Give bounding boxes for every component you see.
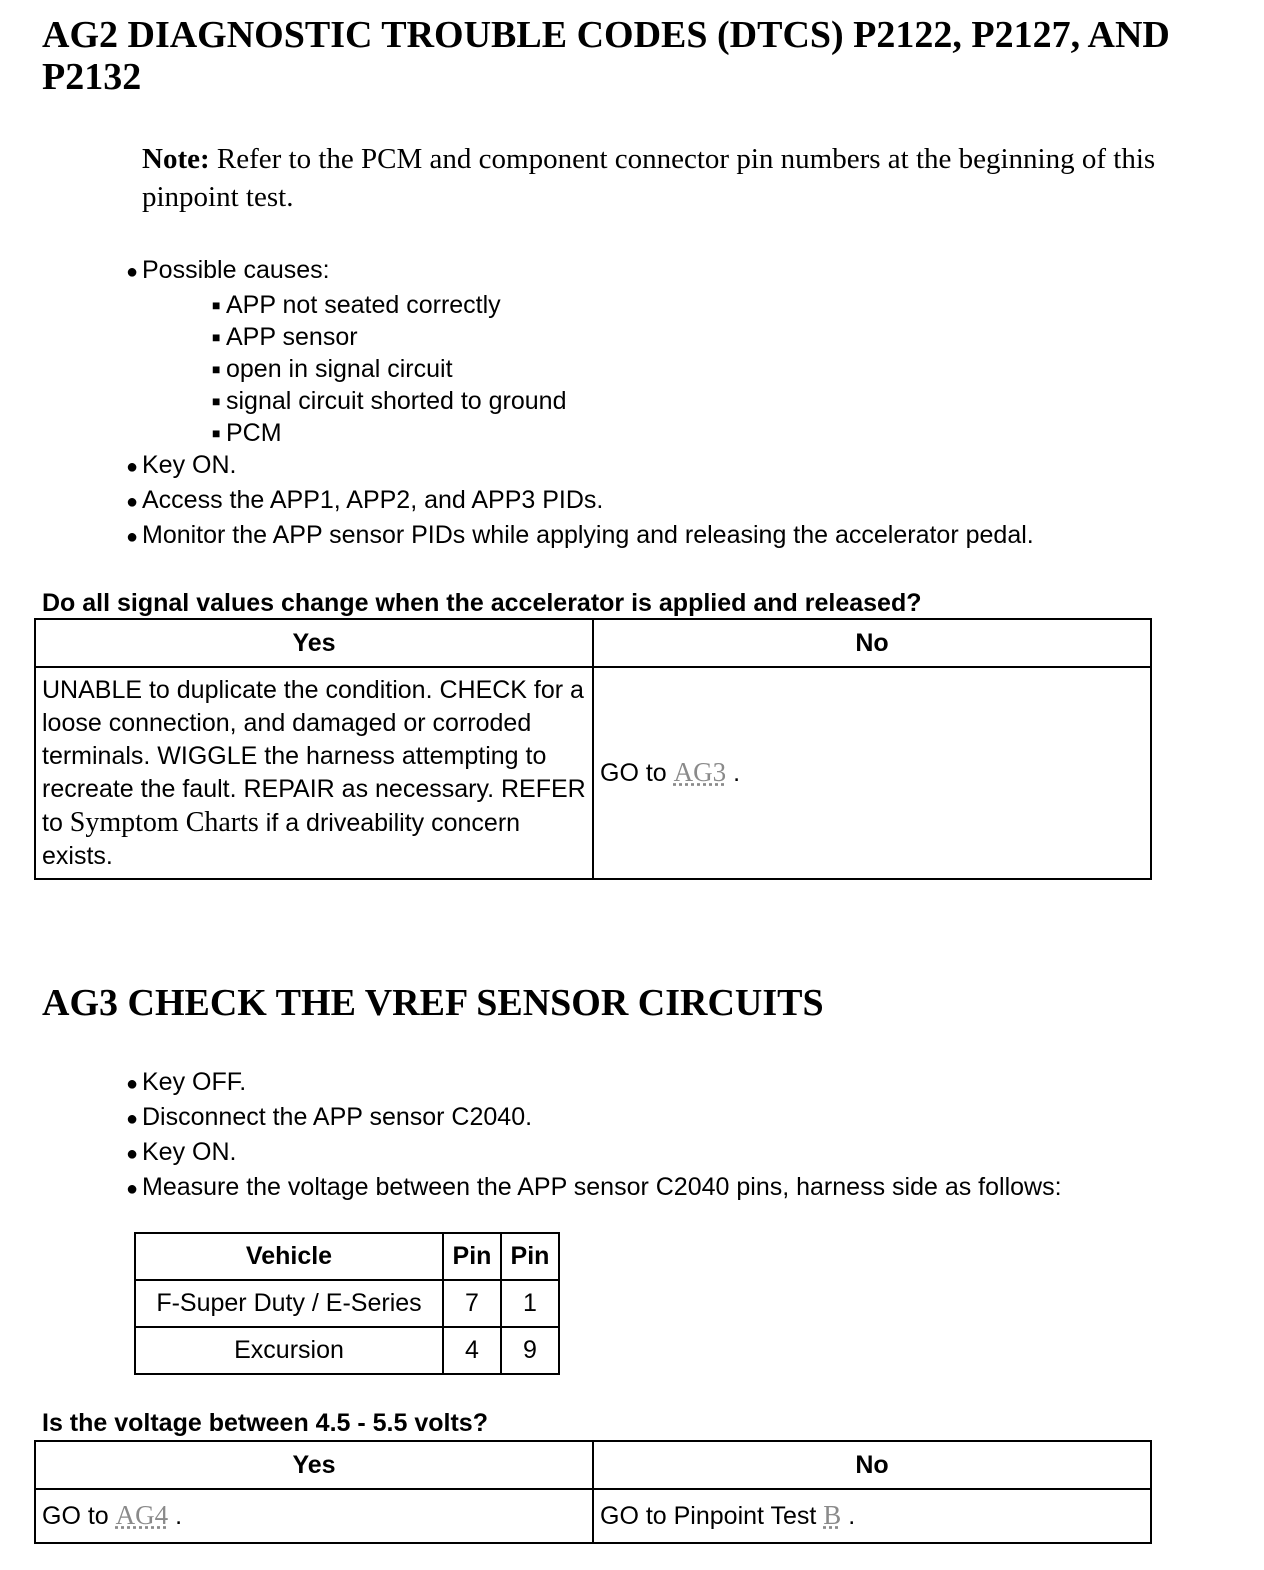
- question-ag3: Is the voltage between 4.5 - 5.5 volts?: [42, 1409, 488, 1437]
- no-header: No: [593, 1441, 1151, 1489]
- causes-list: [126, 289, 1034, 449]
- step-item: ● Disconnect the APP sensor C2040.: [126, 1101, 1062, 1136]
- step-item: ● Monitor the APP sensor PIDs while applying and releasing the accelerator pedal.: [126, 519, 1034, 554]
- cause-item: ■ APP not seated correctly: [212, 291, 501, 319]
- title-line-1: AG2 DIAGNOSTIC TROUBLE CODES (DTCS) P2122, P2127, AND: [42, 14, 1170, 56]
- square-bullet-icon: ■: [212, 425, 221, 441]
- note: [142, 140, 1232, 216]
- yes-header: Yes: [35, 1441, 593, 1489]
- yes-header: Yes: [35, 619, 593, 667]
- cause-item: ■ open in signal circuit: [212, 355, 453, 383]
- section-title-ag2: [42, 14, 1242, 98]
- step-item: ● Key OFF.: [126, 1066, 1062, 1101]
- table-row: [135, 1327, 559, 1374]
- section-title-ag3: AG3 CHECK THE VREF SENSOR CIRCUITS: [42, 982, 824, 1024]
- pin-cell: 4: [443, 1327, 501, 1374]
- vehicle-cell: Excursion: [135, 1327, 443, 1374]
- pin-table-header: Vehicle: [135, 1233, 443, 1280]
- pin-cell: 9: [501, 1327, 559, 1374]
- yes-cell: GO to AG4 .: [35, 1489, 593, 1543]
- note-text: Refer to the PCM and component connector pin numbers at the beginning of this pinpoint test.: [142, 143, 1156, 213]
- square-bullet-icon: ■: [212, 329, 221, 345]
- note-label: Note:: [142, 143, 210, 175]
- pin-table-header: Pin: [501, 1233, 559, 1280]
- step-item: ● Key ON.: [126, 1136, 1062, 1171]
- step-item: ● Access the APP1, APP2, and APP3 PIDs.: [126, 484, 1034, 519]
- square-bullet-icon: ■: [212, 297, 221, 313]
- bullet-icon: ●: [126, 1178, 139, 1200]
- bullet-icon: ●: [126, 1108, 139, 1130]
- pin-cell: 1: [501, 1280, 559, 1327]
- bullet-icon: ●: [126, 491, 139, 513]
- yes-no-table-ag2: [34, 618, 1152, 880]
- yes-no-table-ag3: [34, 1440, 1152, 1544]
- ag3-steps: [126, 1066, 1062, 1206]
- cause-item: ■ APP sensor: [212, 323, 358, 351]
- no-header: No: [593, 619, 1151, 667]
- pinpoint-test-b-link[interactable]: B: [823, 1500, 842, 1530]
- step-item: ● Key ON.: [126, 449, 1034, 484]
- yes-cell: UNABLE to duplicate the condition. CHECK for a loose connection, and damaged or corroded terminals. WIGGLE the harness attempting to recreate the fault. REPAIR as necessary. REFER to Symptom Charts if a driveability concern exists.: [35, 667, 593, 879]
- bullet-icon: ●: [126, 456, 139, 478]
- ag3-link[interactable]: AG3: [673, 757, 727, 787]
- square-bullet-icon: ■: [212, 393, 221, 409]
- bullet-icon: ●: [126, 526, 139, 548]
- ag2-steps: [126, 254, 1034, 554]
- vehicle-cell: F-Super Duty / E-Series: [135, 1280, 443, 1327]
- no-cell: GO to Pinpoint Test B .: [593, 1489, 1151, 1543]
- bullet-icon: ●: [126, 261, 139, 283]
- ag4-link[interactable]: AG4: [115, 1500, 169, 1530]
- title-line-2: P2132: [42, 56, 142, 98]
- table-row: [135, 1280, 559, 1327]
- symptom-charts-link[interactable]: Symptom Charts: [69, 806, 259, 838]
- question-ag2: Do all signal values change when the accelerator is applied and released?: [42, 589, 922, 617]
- cause-item: ■ signal circuit shorted to ground: [212, 387, 567, 415]
- bullet-icon: ●: [126, 1073, 139, 1095]
- cause-item: ■ PCM: [212, 419, 282, 447]
- bullet-icon: ●: [126, 1143, 139, 1165]
- step-item: ● Measure the voltage between the APP sensor C2040 pins, harness side as follows:: [126, 1171, 1062, 1206]
- square-bullet-icon: ■: [212, 361, 221, 377]
- pin-cell: 7: [443, 1280, 501, 1327]
- no-cell: GO to AG3 .: [593, 667, 1151, 879]
- pin-table: [134, 1232, 560, 1375]
- step-item: ● Possible causes: ■ APP not seated correctly ■ APP sensor ■ open in signal circuit ■ signal circuit shorted to ground ■ PCM: [126, 254, 1034, 449]
- pin-table-header: Pin: [443, 1233, 501, 1280]
